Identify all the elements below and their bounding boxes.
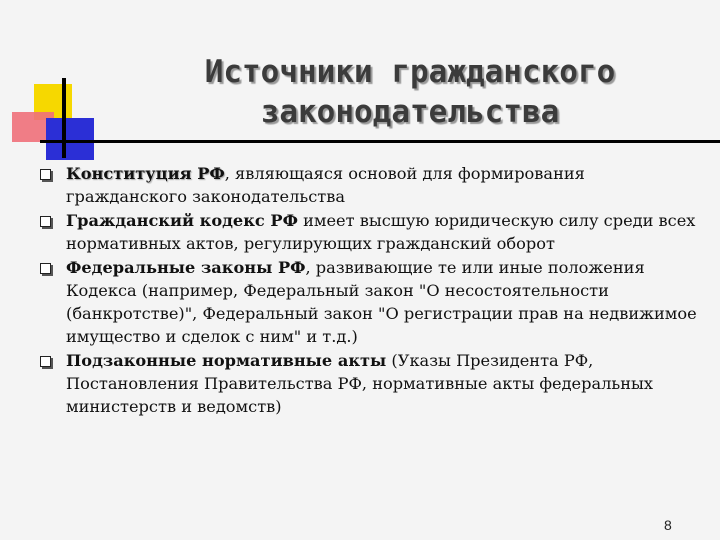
- bullet-text: , развивающие те или иные положения Кодекса (например, Федеральный закон "О несостоятельности (банкротстве)", Федеральный закон "О регистрации прав на недвижимое имущество и сделок с ним" и т.д.): [66, 258, 697, 346]
- bullet-text: (Указы Президента РФ, Постановления Правительства РФ, нормативные акты федеральных министерств и ведомств): [66, 351, 654, 416]
- title-line-1: Источники гражданского: [204, 54, 616, 90]
- title-line-2: законодательства: [260, 94, 560, 130]
- bullet-term: Федеральные законы РФ: [66, 258, 306, 277]
- bullet-item: [36, 162, 706, 208]
- slide-title: [110, 52, 710, 132]
- bullet-item: [36, 349, 706, 418]
- square-bullet-icon: [40, 356, 51, 367]
- bullet-text: , являющаяся основой для формирования гражданского законодательства: [66, 164, 585, 206]
- bullet-list: [36, 162, 706, 419]
- bullet-item: [36, 256, 706, 348]
- square-bullet-icon: [40, 216, 51, 227]
- bullet-item: [36, 209, 706, 255]
- bullet-term: Гражданский кодекс РФ: [66, 211, 298, 230]
- bullet-text: имеет высшую юридическую силу среди всех нормативных актов, регулирующих гражданский оборот: [66, 211, 696, 253]
- bullet-term: Конституция РФ: [66, 164, 225, 183]
- page-number: 8: [664, 517, 672, 533]
- square-bullet-icon: [40, 263, 51, 274]
- square-bullet-icon: [40, 169, 51, 180]
- title-underline: [40, 140, 720, 143]
- logo-vertical-line: [62, 78, 66, 158]
- logo-blue-square: [46, 118, 94, 160]
- bullet-term: Подзаконные нормативные акты: [66, 351, 387, 370]
